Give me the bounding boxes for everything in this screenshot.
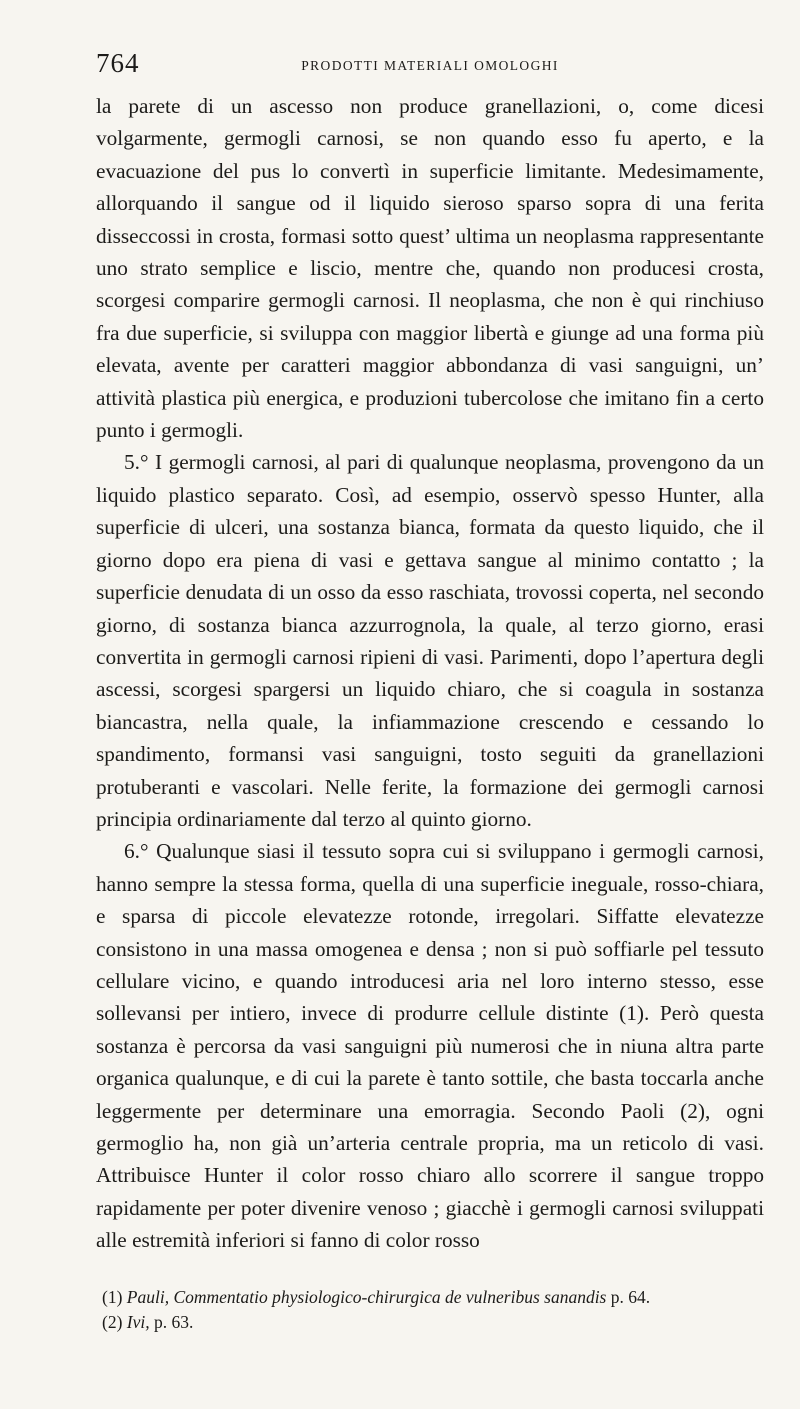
page-number: 764 bbox=[96, 48, 140, 78]
paragraph: 5.° I germogli carnosi, al pari di qualunque neoplasma, provengono da un liquido plastico separato. Così, ad esempio, osservò spesso Hunter, alla superficie di ulceri, una sostanza bianca, formata da questo liquido, che il giorno dopo era piena di vasi e gettava sangue al minimo contatto ; la superficie denudata di un osso da esso raschiata, trovossi coperta, nel secondo giorno, di sostanza bianca azzurrognola, la quale, al terzo giorno, erasi convertita in germogli carnosi ripieni di vasi. Parimenti, dopo l’apertura degli ascessi, scorgesi spargersi un liquido chiaro, che si coagula in sostanza biancastra, nella quale, la infiammazione crescendo e cessando lo spandimento, formansi vasi sanguigni, tosto seguiti da granellazioni protuberanti e vascolari. Nelle ferite, la formazione dei germogli carnosi principia ordinariamente dal terzo al quinto giorno. bbox=[96, 450, 764, 831]
footnote-title: Ivi, bbox=[126, 1311, 150, 1332]
footnote-title: Pauli, Commentatio physiologico-chirurgica de vulneribus sanandis bbox=[126, 1286, 607, 1307]
book-page bbox=[96, 48, 764, 1335]
footnotes bbox=[96, 1285, 764, 1335]
running-title: PRODOTTI MATERIALI OMOLOGHI bbox=[301, 58, 559, 73]
footnote-marker: (1) bbox=[102, 1286, 123, 1307]
footnote bbox=[102, 1285, 764, 1310]
paragraph: 6.° Qualunque siasi il tessuto sopra cui si sviluppano i germogli carnosi, hanno sempre la stessa forma, quella di una superficie ineguale, rosso-chiara, e sparsa di piccole elevatezze rotonde, irregolari. Siffatte elevatezze consistono in una massa omogenea e densa ; non si può soffiarle pel tessuto cellulare vicino, e quando introducesi aria nel loro interno stesso, esse sollevansi per intiero, invece di produrre cellule distinte (1). Però questa sostanza è percorsa da vasi sanguigni più numerosi che in niuna altra parte organica qualunque, e di cui la parete è tanto sottile, che basta toccarla anche leggermente per determinare una emorragia. Secondo Paoli (2), ogni germoglio ha, non già un’arteria centrale propria, ma un reticolo di vasi. Attribuisce Hunter il color rosso chiaro allo scorrere il sangue troppo rapidamente per poter divenire venoso ; giacchè i germogli carnosi sviluppati alle estremità inferiori si fanno di color rosso bbox=[96, 839, 764, 1253]
footnote-ref: p. 64. bbox=[610, 1286, 651, 1307]
footnote-marker: (2) bbox=[102, 1311, 123, 1332]
paragraph: la parete di un ascesso non produce granellazioni, o, come dicesi volgarmente, germogli carnosi, se non quando esso fu aperto, e la evacuazione del pus lo convertì in superficie limitante. Medesimamente, allorquando il sangue od il liquido sieroso sparso sopra di una ferita disseccossi in crosta, formasi sotto quest’ ultima un neoplasma rappresentante uno strato semplice e liscio, mentre che, quando non producesi crosta, scorgesi comparire germogli carnosi. Il neoplasma, che non è qui rinchiuso fra due superficie, si sviluppa con maggior libertà e giunge ad una forma più elevata, avente per caratteri maggior abbondanza di vasi sanguigni, un’ attività plastica più energica, e produzioni tubercolose che imitano fin a certo punto i germogli. bbox=[96, 94, 764, 443]
footnote bbox=[102, 1310, 764, 1335]
body-text bbox=[96, 90, 764, 1257]
running-head bbox=[96, 48, 764, 90]
footnote-ref: p. 63. bbox=[154, 1311, 194, 1332]
